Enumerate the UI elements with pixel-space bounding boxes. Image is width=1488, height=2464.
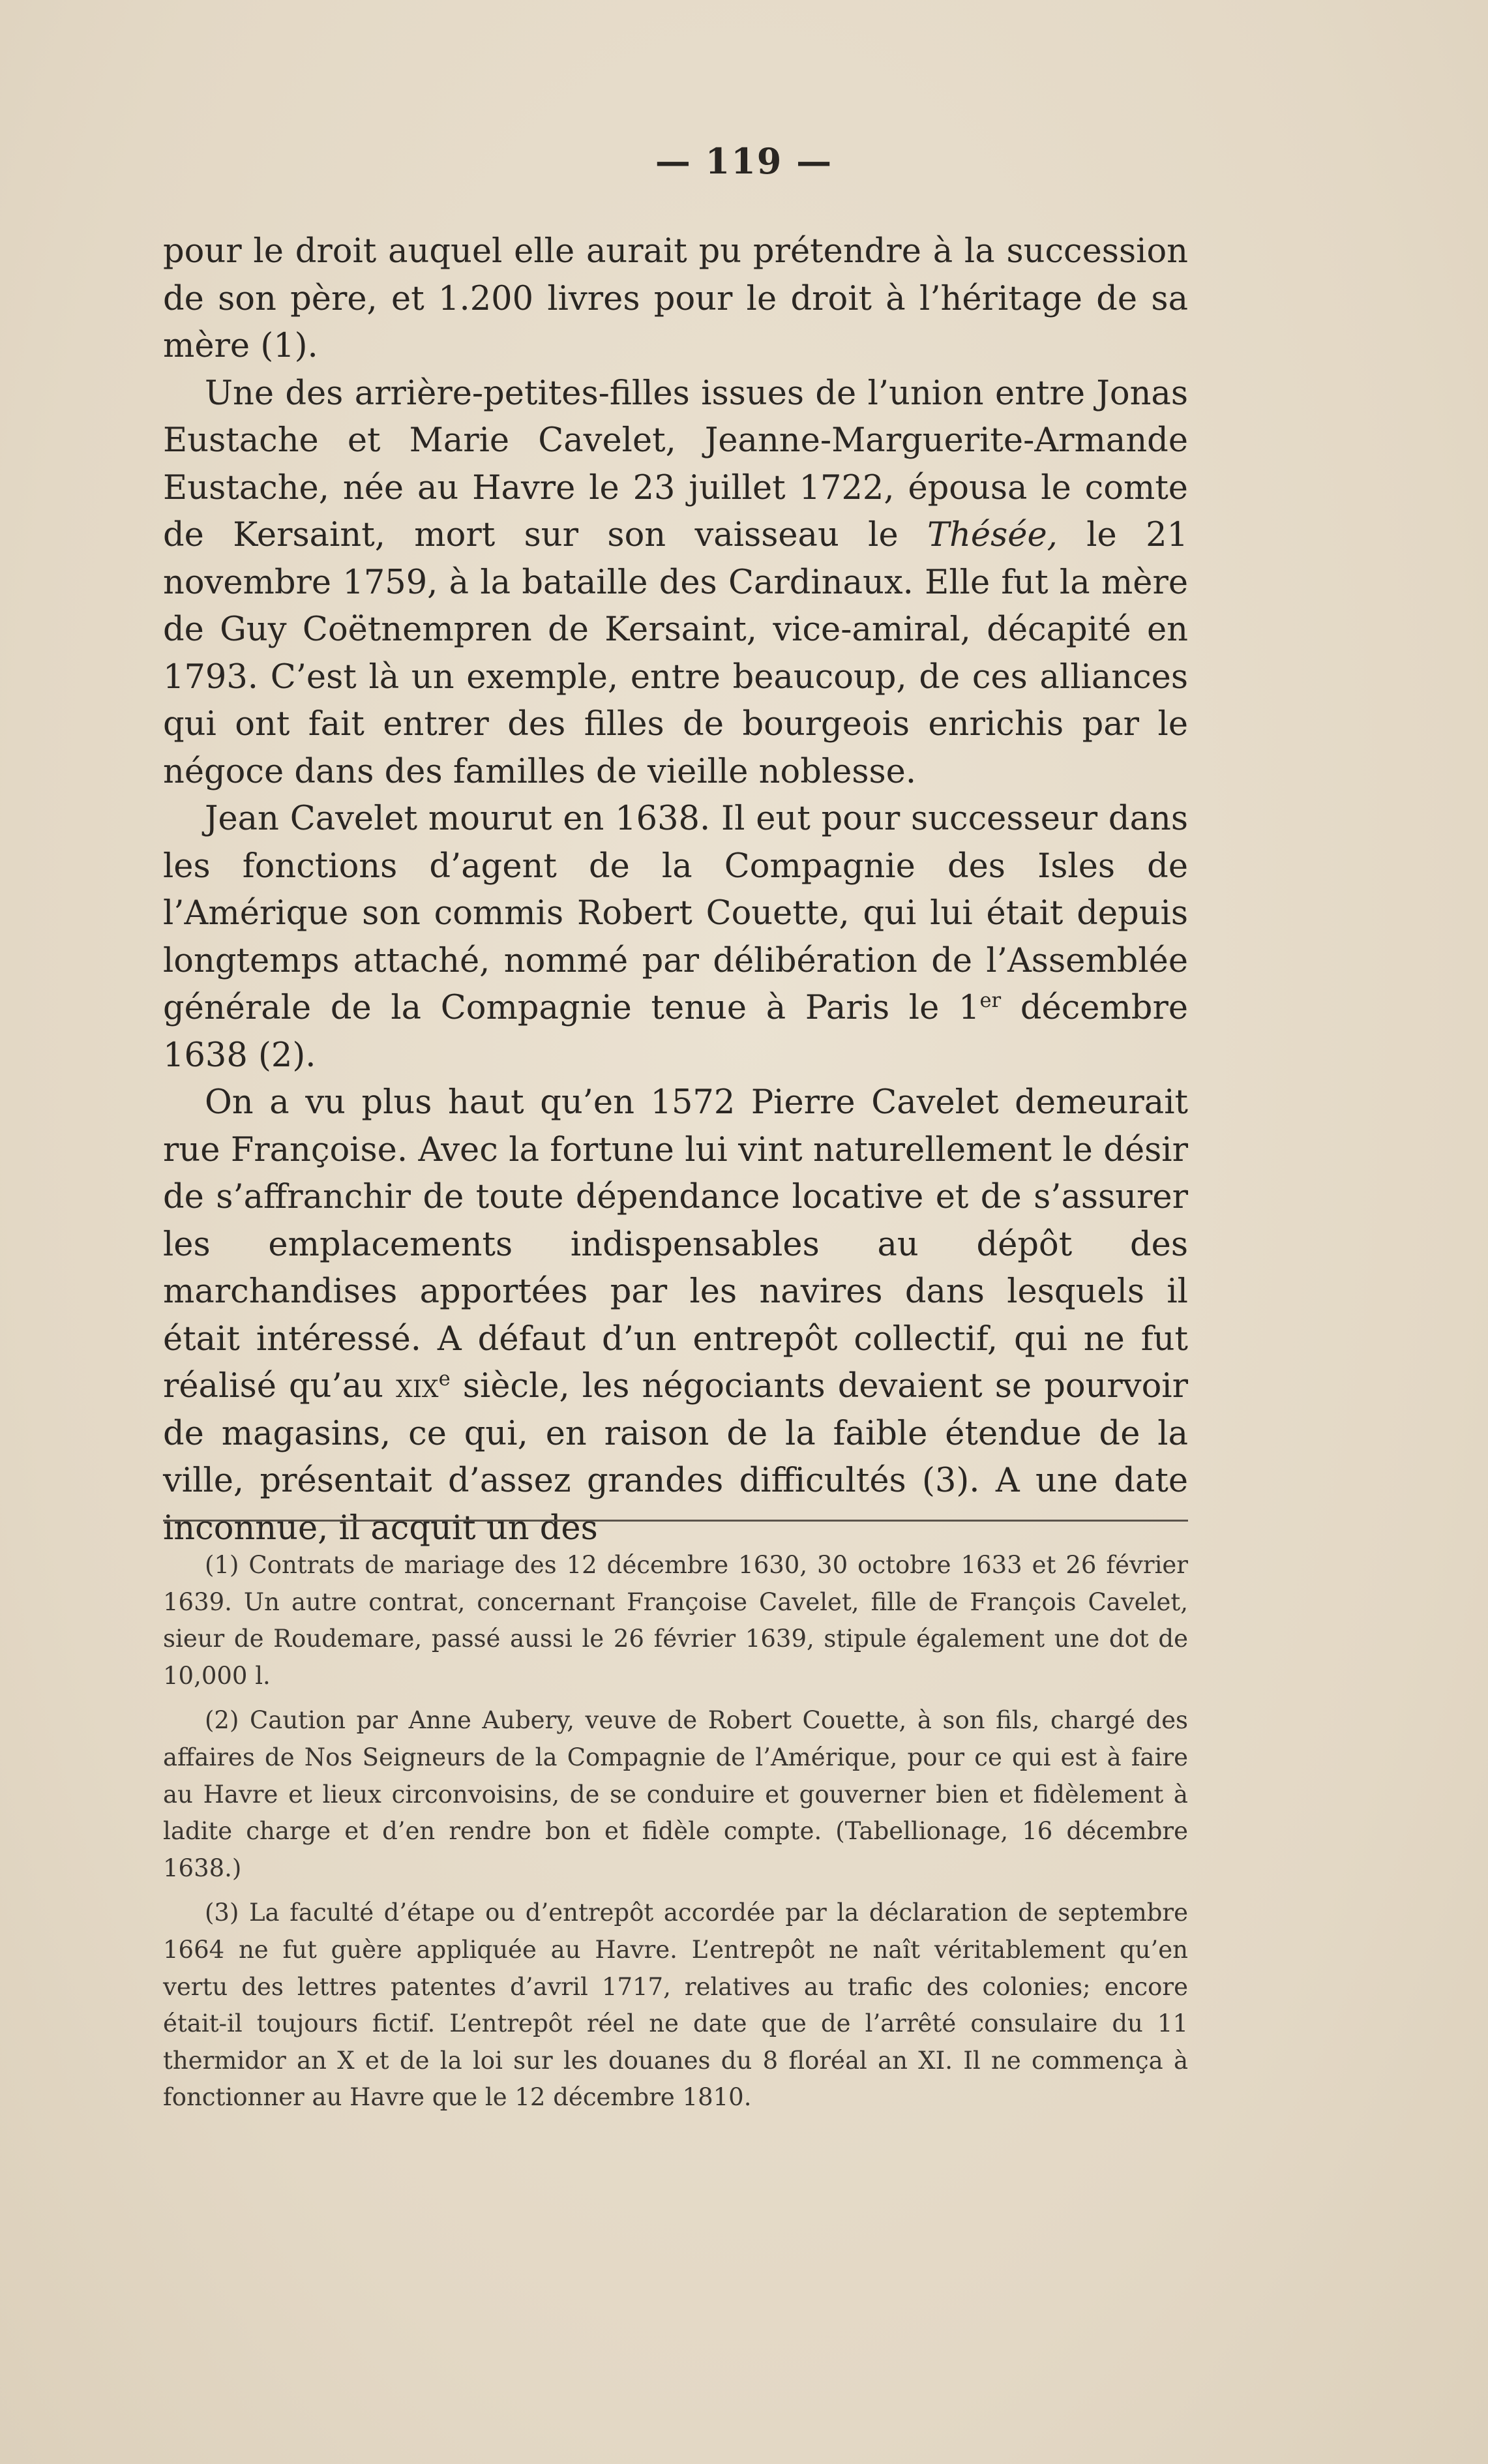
footnote-2: (2) Caution par Anne Aubery, veuve de Robert Couette, à son fils, chargé des affaires de Nos Seigneurs de la Compagnie de l’Amérique, pour ce qui est à faire au Havre et lieux circonvoisins, de se conduire et gouverner bien et fidèlement à ladite charge et d’en rendre bon et fidèle compte. (Tabellionage, 16 décembre 1638.) bbox=[163, 1706, 1188, 1882]
paragraph-2 bbox=[163, 370, 1188, 796]
paragraph-2-text-a: Une des arrière-petites-filles issues de l’union entre Jonas Eustache et Marie Cavelet, Jeanne-Marguerite-Armande Eustache, née au Havre le 23 juillet 1722, épousa le comte de Kersaint, mort sur son vaisseau le bbox=[163, 374, 1188, 554]
paragraph-4-text-b: siècle, les négociants devaient se pourvoir de magasins, ce qui, en raison de la faible étendue de la ville, présentait d’assez grandes difficultés (3). A une date inconnue, il acquit un des bbox=[163, 1367, 1188, 1548]
paragraph-3 bbox=[163, 796, 1188, 1079]
paragraph-3-text-a: Jean Cavelet mourut en 1638. Il eut pour successeur dans les fonctions d’agent de la Compagnie des Isles de l’Amérique son commis Robert Couette, qui lui était depuis longtemps attaché, nommé par délibération de l’Assemblée générale de la Compagnie tenue à Paris le 1 bbox=[163, 800, 1188, 1027]
paragraph-2-text-b: le 21 novembre 1759, à la bataille des Cardinaux. Elle fut la mère de Guy Coëtnempren de Kersaint, vice-amiral, décapité en 1793. C’est là un exemple, entre beaucoup, de ces alliances qui ont fait entrer des filles de bourgeois enrichis par le négoce dans des familles de vieille noblesse. bbox=[163, 516, 1188, 791]
paragraph-4-text-a: On a vu plus haut qu’en 1572 Pierre Cavelet demeurait rue Françoise. Avec la fortune lui vint naturellement le désir de s’affranchir de toute dépendance locative et de s’assurer les emplacements indispensables au dépôt des marchandises apportées par les navires dans lesquels il était intéressé. A défaut d’un entrepôt collectif, qui ne fut réalisé qu’au bbox=[163, 1083, 1188, 1405]
page-number: — 119 — bbox=[655, 140, 833, 182]
footnote-divider bbox=[163, 1520, 1188, 1522]
main-text bbox=[163, 228, 1188, 1552]
paragraph-1: pour le droit auquel elle aurait pu prétendre à la succession de son père, et 1.200 livres pour le droit à l’héritage de sa mère (1). bbox=[163, 232, 1188, 365]
century-superscript: e bbox=[438, 1368, 451, 1390]
paragraph-4 bbox=[163, 1079, 1188, 1552]
footnotes bbox=[163, 1547, 1188, 2124]
century-numeral: xix bbox=[396, 1367, 439, 1405]
ship-name: Thésée, bbox=[927, 516, 1058, 554]
ordinal-superscript: er bbox=[979, 989, 1002, 1012]
paragraph-3-text-b: décembre 1638 (2). bbox=[163, 989, 1189, 1075]
footnote-3: (3) La faculté d’étape ou d’entrepôt accordée par la déclaration de septembre 1664 ne fut guère appliquée au Havre. L’entrepôt ne naît véritablement qu’en vertu des lettres patentes d’avril 1717, relatives au trafic des colonies; encore était-il toujours fictif. L’entrepôt réel ne date que de l’arrêté consulaire du 11 thermidor an X et de la loi sur les douanes du 8 floréal an XI. Il ne commença à fonctionner au Havre que le 12 décembre 1810. bbox=[163, 1899, 1188, 2112]
footnote-1: (1) Contrats de mariage des 12 décembre 1630, 30 octobre 1633 et 26 février 1639. Un autre contrat, concernant Françoise Cavelet, fille de François Cavelet, sieur de Roudemare, passé aussi le 26 février 1639, stipule également une dot de 10,000 l. bbox=[163, 1551, 1188, 1690]
